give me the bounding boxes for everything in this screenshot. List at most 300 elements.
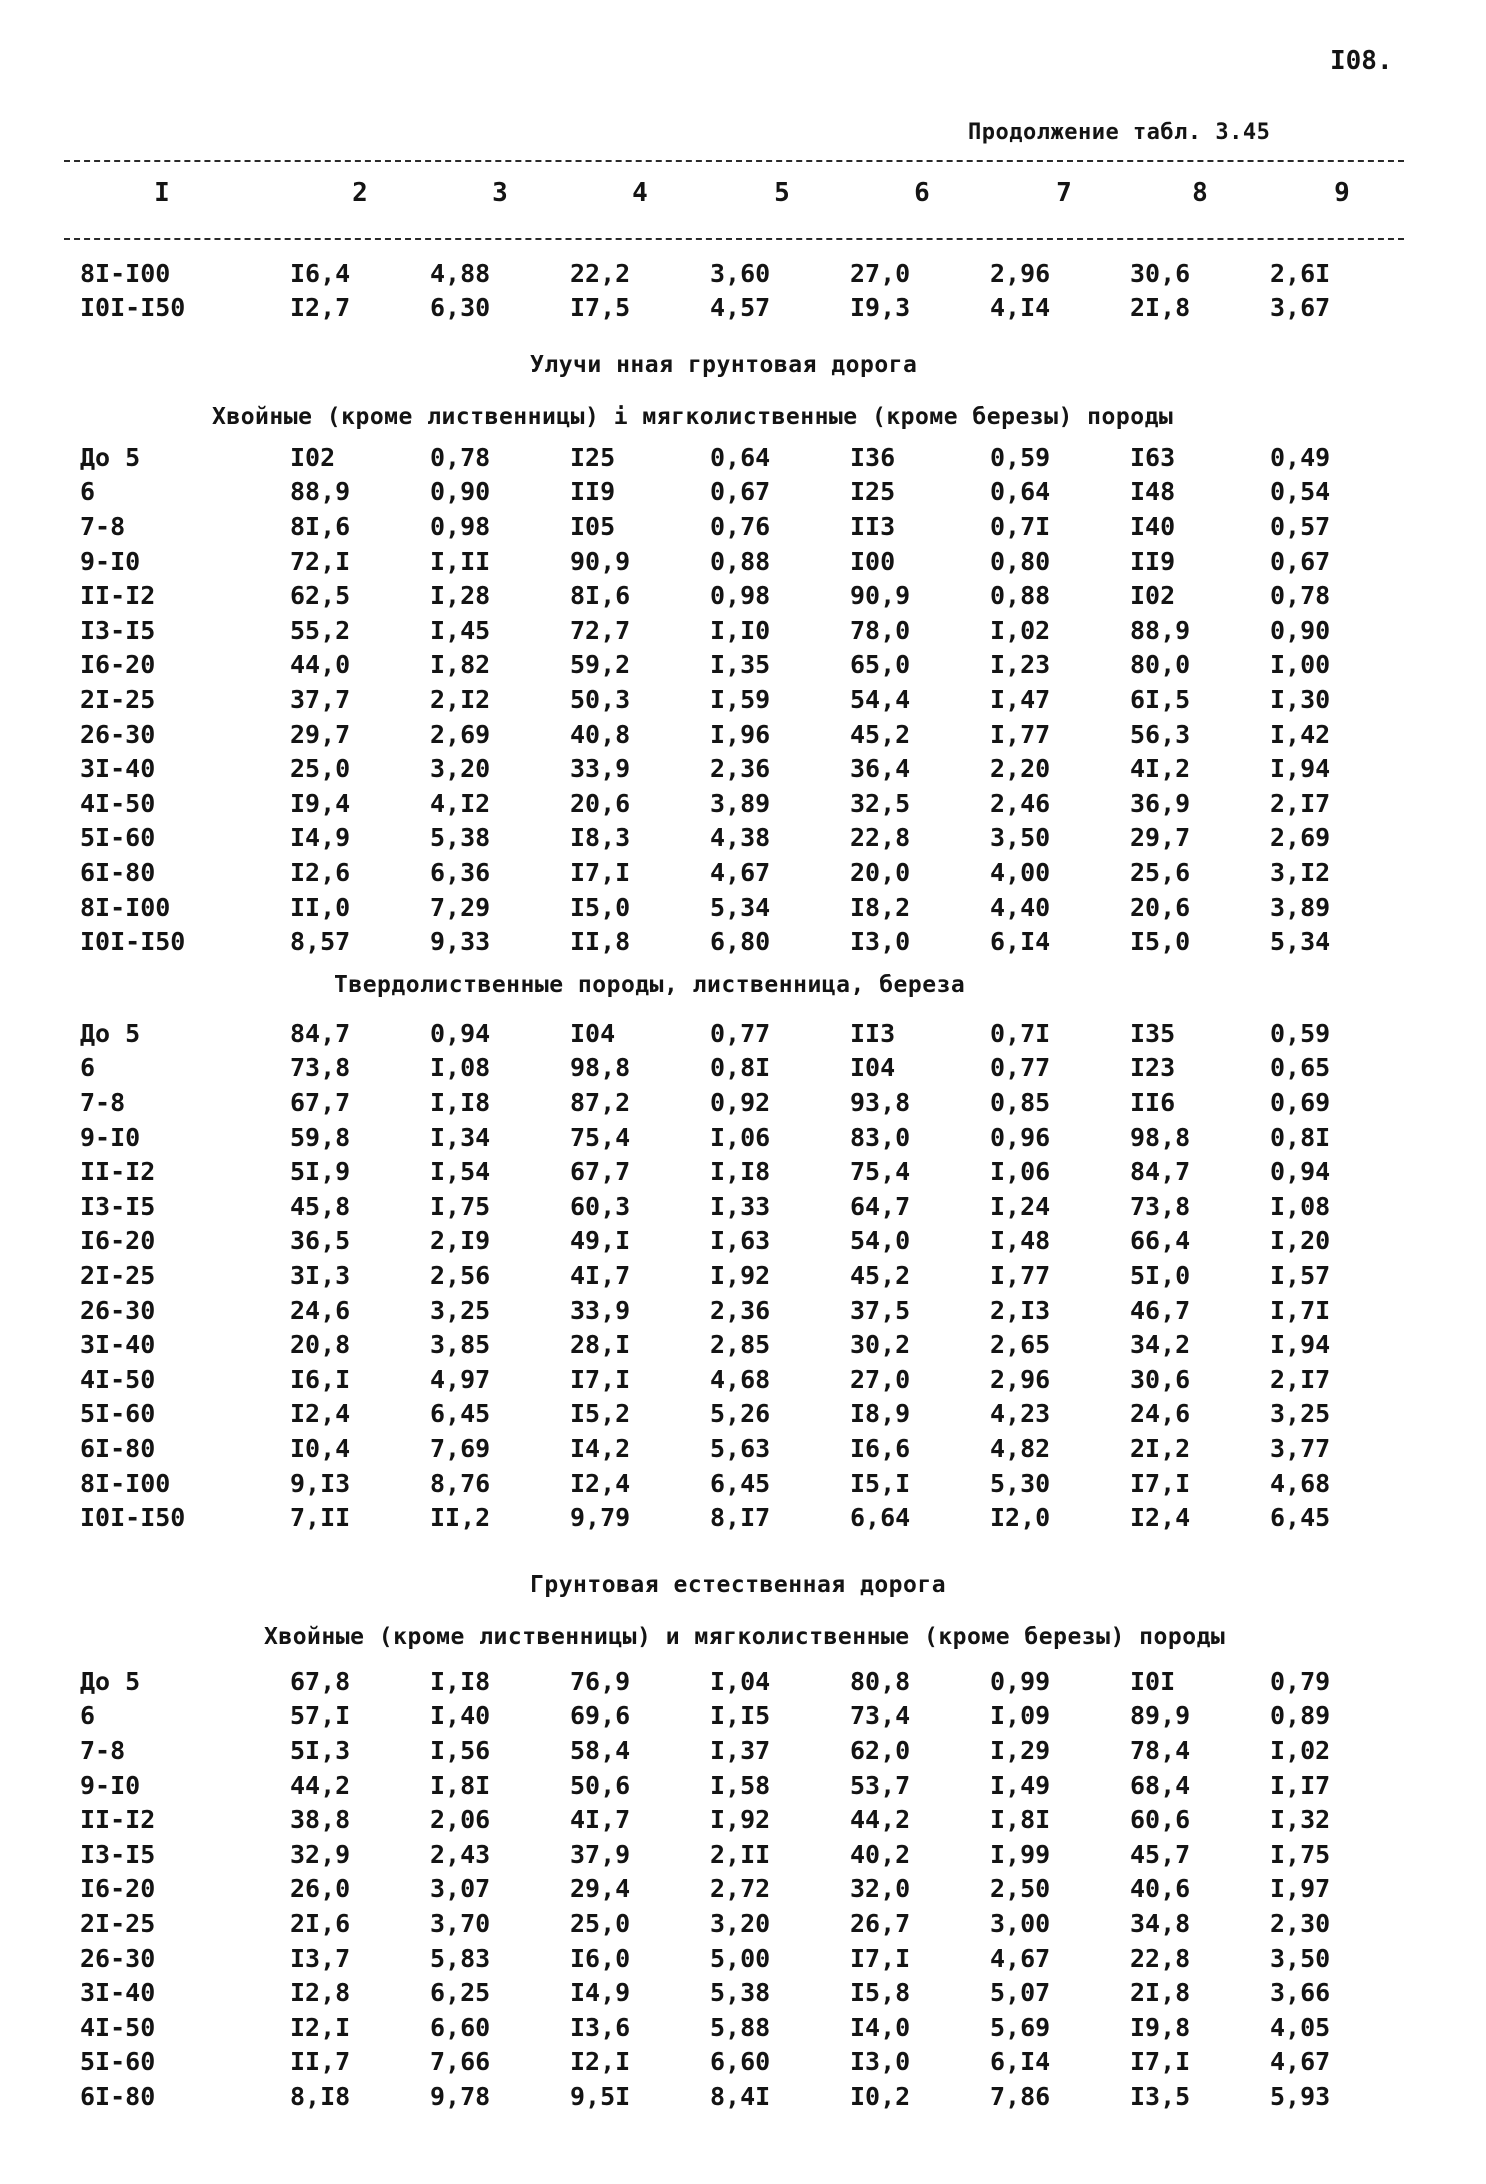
table-row [60, 855, 1370, 890]
table-cell: 3,25 [1270, 1399, 1331, 1429]
table-row [60, 1431, 1370, 1466]
table-cell: 22,2 [570, 258, 631, 288]
table-cell: 38,8 [290, 1805, 351, 1835]
row-label: 5I-60 [80, 2047, 156, 2077]
table-cell: 98,8 [570, 1053, 631, 1083]
table-cell: 3,20 [710, 1908, 771, 1938]
table-cell: 5,34 [1270, 927, 1331, 957]
column-header: 9 [1334, 178, 1350, 208]
table-cell: I9,4 [290, 788, 351, 818]
table-cell: 2,I9 [430, 1226, 491, 1256]
row-label: 9-I0 [80, 546, 141, 576]
table-cell: I,75 [1270, 1839, 1331, 1869]
table-cell: 57,I [290, 1701, 351, 1731]
table-row [60, 578, 1370, 613]
header-rule-bottom [64, 238, 1404, 240]
row-label: 8I-I00 [80, 892, 171, 922]
table-cell: I,II [430, 546, 491, 576]
table-cell: 0,78 [430, 442, 491, 472]
table-cell: 6,45 [430, 1399, 491, 1429]
table-cell: 0,99 [990, 1666, 1051, 1696]
table-cell: I,57 [1270, 1260, 1331, 1290]
table-cell: 6,25 [430, 1978, 491, 2008]
table-cell: 2,43 [430, 1839, 491, 1869]
section-title: Грунтовая естественная дорога [530, 1572, 947, 1598]
table-cell: I,82 [430, 650, 491, 680]
table-cell: 4,67 [1270, 2047, 1331, 2077]
table-cell: I5,2 [570, 1399, 631, 1429]
table-cell: 6,80 [710, 927, 771, 957]
table-cell: 50,6 [570, 1770, 631, 1800]
table-row [60, 1120, 1370, 1155]
table-cell: 9,5I [570, 2081, 631, 2111]
table-cell: I,06 [990, 1157, 1051, 1187]
table-cell: 8,57 [290, 927, 351, 957]
table-cell: 5,34 [710, 892, 771, 922]
table-cell: I,92 [710, 1805, 771, 1835]
table-cell: 5,26 [710, 1399, 771, 1429]
table-cell: I,04 [710, 1666, 771, 1696]
row-label: 26-30 [80, 719, 156, 749]
table-cell: 93,8 [850, 1087, 911, 1117]
table-cell: I,29 [990, 1735, 1051, 1765]
table-cell: I,32 [1270, 1805, 1331, 1835]
table-cell: 67,7 [570, 1157, 631, 1187]
table-cell: 44,0 [290, 650, 351, 680]
table-cell: 6,I4 [990, 2047, 1051, 2077]
row-label: 4I-50 [80, 788, 156, 818]
table-cell: 2,30 [1270, 1908, 1331, 1938]
table-cell: I,7I [1270, 1295, 1331, 1325]
table-cell: 3I,3 [290, 1260, 351, 1290]
table-cell: 6,45 [1270, 1503, 1331, 1533]
table-cell: I5,0 [570, 892, 631, 922]
table-cell: I,94 [1270, 754, 1331, 784]
table-cell: 45,7 [1130, 1839, 1191, 1869]
table-cell: 2I,2 [1130, 1433, 1191, 1463]
table-cell: II9 [1130, 546, 1176, 576]
table-cell: 66,4 [1130, 1226, 1191, 1256]
table-cell: 36,4 [850, 754, 911, 784]
table-cell: I04 [570, 1018, 616, 1048]
table-cell: 3,85 [430, 1330, 491, 1360]
table-cell: I5,I [850, 1468, 911, 1498]
section-title: Улучи нная грунтовая дорога [530, 352, 918, 378]
table-cell: I,75 [430, 1191, 491, 1221]
table-cell: 78,0 [850, 615, 911, 645]
table-row [60, 613, 1370, 648]
table-cell: 90,9 [850, 581, 911, 611]
row-label: I0I-I50 [80, 293, 186, 323]
table-cell: 8,I7 [710, 1503, 771, 1533]
table-cell: 75,4 [570, 1122, 631, 1152]
table-cell: 2,36 [710, 754, 771, 784]
table-cell: 3,I2 [1270, 857, 1331, 887]
row-label: I3-I5 [80, 1839, 156, 1869]
table-cell: 5,63 [710, 1433, 771, 1463]
table-cell: 0,59 [990, 442, 1051, 472]
table-row [60, 256, 1370, 291]
table-cell: 90,9 [570, 546, 631, 576]
table-cell: 6,60 [430, 2012, 491, 2042]
row-label: 7-8 [80, 511, 126, 541]
table-cell: 27,0 [850, 258, 911, 288]
table-cell: 6I,5 [1130, 684, 1191, 714]
table-row [60, 1664, 1370, 1699]
table-cell: 2,20 [990, 754, 1051, 784]
table-cell: I3,7 [290, 1943, 351, 1973]
table-row [60, 1500, 1370, 1535]
table-cell: 30,6 [1130, 1364, 1191, 1394]
table-cell: 4I,7 [570, 1805, 631, 1835]
table-cell: I8,9 [850, 1399, 911, 1429]
table-cell: I2,0 [990, 1503, 1051, 1533]
table-cell: 0,94 [430, 1018, 491, 1048]
table-cell: 22,8 [850, 823, 911, 853]
row-label: 6I-80 [80, 1433, 156, 1463]
table-cell: I7,I [1130, 2047, 1191, 2077]
table-cell: 5,83 [430, 1943, 491, 1973]
table-row [60, 924, 1370, 959]
table-cell: I,63 [710, 1226, 771, 1256]
table-cell: 20,0 [850, 857, 911, 887]
table-cell: 0,7I [990, 511, 1051, 541]
table-row [60, 2079, 1370, 2114]
table-cell: I63 [1130, 442, 1176, 472]
row-label: 6 [80, 1701, 96, 1731]
table-cell: I,09 [990, 1701, 1051, 1731]
table-cell: I,8I [430, 1770, 491, 1800]
column-header: 3 [492, 178, 508, 208]
row-label: 5I-60 [80, 823, 156, 853]
table-cell: 30,2 [850, 1330, 911, 1360]
table-cell: 24,6 [290, 1295, 351, 1325]
table-cell: 69,6 [570, 1701, 631, 1731]
table-cell: 0,69 [1270, 1087, 1331, 1117]
table-row [60, 440, 1370, 475]
table-cell: 4,57 [710, 293, 771, 323]
table-cell: 65,0 [850, 650, 911, 680]
row-label: 8I-I00 [80, 258, 171, 288]
table-cell: I0,4 [290, 1433, 351, 1463]
row-label: 6 [80, 477, 96, 507]
table-cell: I,56 [430, 1735, 491, 1765]
row-label: 5I-60 [80, 1399, 156, 1429]
table-cell: 5,69 [990, 2012, 1051, 2042]
table-cell: 40,6 [1130, 1874, 1191, 1904]
table-cell: 32,0 [850, 1874, 911, 1904]
table-cell: 83,0 [850, 1122, 911, 1152]
table-cell: 75,4 [850, 1157, 911, 1187]
table-cell: II6 [1130, 1087, 1176, 1117]
table-cell: I0I [1130, 1666, 1176, 1696]
row-label: I6-20 [80, 1226, 156, 1256]
table-row [60, 1085, 1370, 1120]
table-cell: 0,90 [430, 477, 491, 507]
table-cell: 59,2 [570, 650, 631, 680]
table-cell: 0,96 [990, 1122, 1051, 1152]
row-label: 9-I0 [80, 1122, 141, 1152]
table-cell: 4,I2 [430, 788, 491, 818]
table-cell: 25,0 [570, 1908, 631, 1938]
table-cell: 29,7 [1130, 823, 1191, 853]
table-cell: 87,2 [570, 1087, 631, 1117]
subsection-title: Хвойные (кроме лиственницы) и мягколиственные (кроме березы) породы [264, 1624, 1226, 1650]
table-cell: I,35 [710, 650, 771, 680]
row-label: 3I-40 [80, 1330, 156, 1360]
table-cell: 4,I4 [990, 293, 1051, 323]
table-cell: 9,79 [570, 1503, 631, 1533]
table-cell: I2,I [570, 2047, 631, 2077]
table-row [60, 1051, 1370, 1086]
table-continuation-label: Продолжение табл. 3.45 [968, 120, 1271, 145]
table-cell: 6,I4 [990, 927, 1051, 957]
table-cell: 26,0 [290, 1874, 351, 1904]
table-cell: 8I,6 [570, 581, 631, 611]
table-cell: I36 [850, 442, 896, 472]
table-cell: I25 [850, 477, 896, 507]
table-cell: 7,86 [990, 2081, 1051, 2111]
row-label: 4I-50 [80, 2012, 156, 2042]
table-cell: I7,I [570, 1364, 631, 1394]
table-cell: I2,4 [1130, 1503, 1191, 1533]
table-cell: I,30 [1270, 684, 1331, 714]
table-cell: I,92 [710, 1260, 771, 1290]
table-cell: 4,97 [430, 1364, 491, 1394]
table-cell: I,40 [430, 1701, 491, 1731]
row-label: 6I-80 [80, 2081, 156, 2111]
table-cell: 3,25 [430, 1295, 491, 1325]
table-cell: II,2 [430, 1503, 491, 1533]
table-cell: 45,2 [850, 1260, 911, 1290]
table-cell: 5,88 [710, 2012, 771, 2042]
row-label: 4I-50 [80, 1364, 156, 1394]
table-cell: 76,9 [570, 1666, 631, 1696]
table-cell: I,I0 [710, 615, 771, 645]
table-cell: 4,68 [1270, 1468, 1331, 1498]
table-cell: 6,36 [430, 857, 491, 887]
table-cell: I,02 [990, 615, 1051, 645]
table-row [60, 1906, 1370, 1941]
table-row [60, 1872, 1370, 1907]
table-cell: 58,4 [570, 1735, 631, 1765]
table-cell: 2I,8 [1130, 293, 1191, 323]
table-cell: I,48 [990, 1226, 1051, 1256]
table-row [60, 648, 1370, 683]
table-row [60, 291, 1370, 326]
table-cell: 34,8 [1130, 1908, 1191, 1938]
table-cell: 80,0 [1130, 650, 1191, 680]
table-cell: 2,69 [430, 719, 491, 749]
row-label: I6-20 [80, 1874, 156, 1904]
table-cell: 0,90 [1270, 615, 1331, 645]
table-cell: 34,2 [1130, 1330, 1191, 1360]
table-cell: 2,50 [990, 1874, 1051, 1904]
table-cell: 5,07 [990, 1978, 1051, 2008]
row-label: I3-I5 [80, 615, 156, 645]
table-cell: 5I,3 [290, 1735, 351, 1765]
table-cell: I,96 [710, 719, 771, 749]
table-cell: I,23 [990, 650, 1051, 680]
table-cell: I4,0 [850, 2012, 911, 2042]
table-cell: 73,8 [1130, 1191, 1191, 1221]
row-label: До 5 [80, 1018, 141, 1048]
table-cell: 44,2 [850, 1805, 911, 1835]
table-cell: 60,3 [570, 1191, 631, 1221]
table-row [60, 1768, 1370, 1803]
row-label: До 5 [80, 442, 141, 472]
row-label: I0I-I50 [80, 927, 186, 957]
table-cell: I0,2 [850, 2081, 911, 2111]
table-cell: 2,72 [710, 1874, 771, 1904]
table-cell: I,I8 [430, 1666, 491, 1696]
table-cell: 2,96 [990, 258, 1051, 288]
table-row [60, 2010, 1370, 2045]
table-cell: 2,85 [710, 1330, 771, 1360]
table-cell: 73,8 [290, 1053, 351, 1083]
table-cell: I5,0 [1130, 927, 1191, 957]
table-cell: 0,64 [990, 477, 1051, 507]
table-cell: 2,36 [710, 1295, 771, 1325]
table-cell: I05 [570, 511, 616, 541]
table-cell: 4,68 [710, 1364, 771, 1394]
row-label: 3I-40 [80, 1978, 156, 2008]
table-cell: I40 [1130, 511, 1176, 541]
table-cell: 5I,9 [290, 1157, 351, 1187]
table-cell: 2I,6 [290, 1908, 351, 1938]
table-cell: I4,9 [570, 1978, 631, 2008]
table-cell: 0,80 [990, 546, 1051, 576]
column-header: 8 [1192, 178, 1208, 208]
table-cell: I3,5 [1130, 2081, 1191, 2111]
table-cell: I,99 [990, 1839, 1051, 1869]
table-row [60, 475, 1370, 510]
table-cell: 2,56 [430, 1260, 491, 1290]
table-cell: 24,6 [1130, 1399, 1191, 1429]
table-cell: 64,7 [850, 1191, 911, 1221]
table-cell: 2,6I [1270, 258, 1331, 288]
table-cell: 2,06 [430, 1805, 491, 1835]
table-cell: 59,8 [290, 1122, 351, 1152]
row-label: 2I-25 [80, 1908, 156, 1938]
table-cell: 37,5 [850, 1295, 911, 1325]
table-cell: I7,I [850, 1943, 911, 1973]
subsection-title: Хвойные (кроме лиственницы) і мягколиственные (кроме березы) породы [212, 404, 1174, 430]
table-cell: 36,5 [290, 1226, 351, 1256]
table-cell: 0,92 [710, 1087, 771, 1117]
table-cell: 3,20 [430, 754, 491, 784]
table-cell: I,I8 [710, 1157, 771, 1187]
table-cell: 33,9 [570, 1295, 631, 1325]
table-cell: 40,8 [570, 719, 631, 749]
table-cell: 32,5 [850, 788, 911, 818]
table-cell: 6,60 [710, 2047, 771, 2077]
table-cell: 4I,7 [570, 1260, 631, 1290]
row-label: 2I-25 [80, 684, 156, 714]
table-cell: 0,79 [1270, 1666, 1331, 1696]
table-cell: I,77 [990, 1260, 1051, 1290]
table-cell: 0,7I [990, 1018, 1051, 1048]
table-cell: I35 [1130, 1018, 1176, 1048]
table-cell: II3 [850, 511, 896, 541]
column-header: 4 [632, 178, 648, 208]
table-cell: I,00 [1270, 650, 1331, 680]
table-cell: 3,70 [430, 1908, 491, 1938]
row-label: I6-20 [80, 650, 156, 680]
table-cell: 5,93 [1270, 2081, 1331, 2111]
table-cell: I,06 [710, 1122, 771, 1152]
table-cell: 40,2 [850, 1839, 911, 1869]
table-cell: I,59 [710, 684, 771, 714]
table-cell: 4,67 [990, 1943, 1051, 1973]
table-cell: I7,I [1130, 1468, 1191, 1498]
table-cell: I,8I [990, 1805, 1051, 1835]
table-cell: I,37 [710, 1735, 771, 1765]
table-row [60, 890, 1370, 925]
table-row [60, 1975, 1370, 2010]
table-cell: I,47 [990, 684, 1051, 714]
table-cell: I2,8 [290, 1978, 351, 2008]
table-cell: 0,94 [1270, 1157, 1331, 1187]
table-cell: I2,7 [290, 293, 351, 323]
table-cell: 0,77 [710, 1018, 771, 1048]
table-cell: 0,57 [1270, 511, 1331, 541]
table-cell: 2,46 [990, 788, 1051, 818]
table-cell: I02 [1130, 581, 1176, 611]
table-cell: 2,96 [990, 1364, 1051, 1394]
table-row [60, 1362, 1370, 1397]
table-cell: 37,7 [290, 684, 351, 714]
table-cell: I8,3 [570, 823, 631, 853]
table-row [60, 544, 1370, 579]
row-label: 26-30 [80, 1295, 156, 1325]
table-cell: 8,I8 [290, 2081, 351, 2111]
page-number: I08. [1330, 46, 1393, 76]
table-cell: 0,77 [990, 1053, 1051, 1083]
table-row [60, 1397, 1370, 1432]
table-cell: 4,40 [990, 892, 1051, 922]
table-cell: 6,45 [710, 1468, 771, 1498]
table-cell: I,54 [430, 1157, 491, 1187]
table-cell: I8,2 [850, 892, 911, 922]
row-label: II-I2 [80, 1805, 156, 1835]
table-row [60, 1466, 1370, 1501]
table-cell: I2,6 [290, 857, 351, 887]
table-row [60, 1837, 1370, 1872]
row-label: 6 [80, 1053, 96, 1083]
row-label: 7-8 [80, 1087, 126, 1117]
table-cell: 0,65 [1270, 1053, 1331, 1083]
column-header: 6 [914, 178, 930, 208]
table-cell: I6,4 [290, 258, 351, 288]
row-label: 8I-I00 [80, 1468, 171, 1498]
table-cell: 2,II [710, 1839, 771, 1869]
table-cell: I6,0 [570, 1943, 631, 1973]
table-cell: I2,4 [570, 1468, 631, 1498]
table-cell: 7,II [290, 1503, 351, 1533]
table-cell: 0,54 [1270, 477, 1331, 507]
table-row [60, 821, 1370, 856]
table-cell: 84,7 [290, 1018, 351, 1048]
data-table-section-1b [60, 1016, 1370, 1535]
table-cell: 37,9 [570, 1839, 631, 1869]
table-row [60, 1189, 1370, 1224]
table-cell: 4,82 [990, 1433, 1051, 1463]
table-cell: 80,8 [850, 1666, 911, 1696]
table-cell: 5,30 [990, 1468, 1051, 1498]
table-row [60, 786, 1370, 821]
table-cell: I5,8 [850, 1978, 911, 2008]
